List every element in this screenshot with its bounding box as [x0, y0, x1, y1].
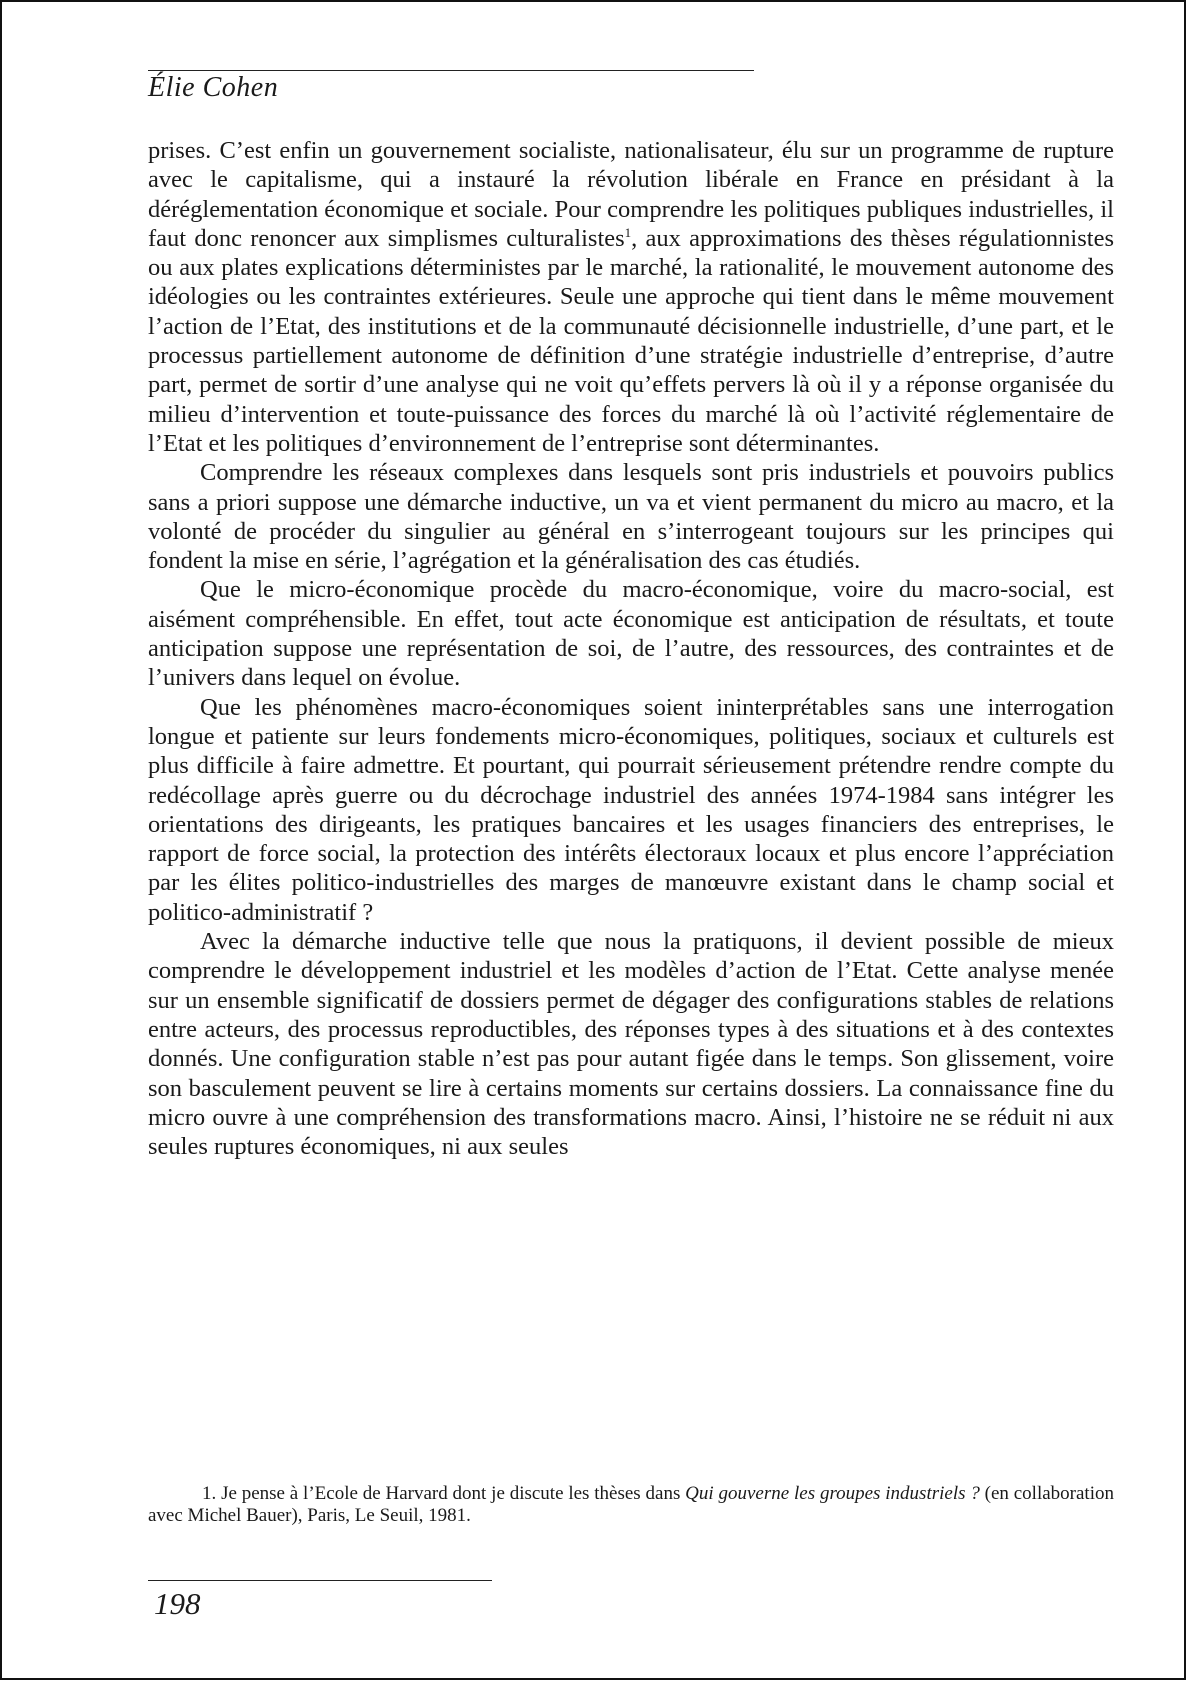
body-text: [148, 136, 1114, 1161]
footnote-book-title: Qui gouverne les groupes industriels ?: [685, 1483, 980, 1504]
paragraph-5: Avec la démarche inductive telle que nous la pratiquons, il devient possible de mieux comprendre le développement industriel et les modèles d’action de l’Etat. Cette analyse menée sur un ensemble significatif de dossiers permet de dégager des configurations stables de relations entre acteurs, des processus reproductibles, des réponses types à des situations et à des contextes donnés. Une configuration stable n’est pas pour autant figée dans le temps. Son glissement, voire son basculement peuvent se lire à certains moments sur certains dossiers. La connaissance fine du micro ouvre à une compréhension des transformations macro. Ainsi, l’histoire ne se réduit ni aux seules ruptures économiques, ni aux seules: [148, 928, 1114, 1161]
footnote-text-a: 1. Je pense à l’Ecole de Harvard dont je discute les thèses dans: [202, 1483, 686, 1504]
header-rule: [148, 70, 754, 71]
paragraph-4: Que les phénomènes macro-économiques soient ininterprétables sans une interrogation longue et patiente sur leurs fondements micro-économiques, politiques, sociaux et culturels est plus difficile à faire admettre. Et pourtant, qui pourrait sérieusement prétendre rendre compte du redécollage après guerre ou du décrochage industriel des années 1974-1984 sans intégrer les orientations des dirigeants, les pratiques bancaires et les usages financiers des entreprises, le rapport de force social, la protection des intérêts électoraux locaux et plus encore l’appréciation par les élites politico-industrielles des marges de manœuvre existant dans le champ social et politico-administratif ?: [148, 693, 1114, 926]
paragraph-3: Que le micro-économique procède du macro-économique, voire du macro-social, est aisément compréhensible. En effet, tout acte économique est anticipation de résultats, et toute anticipation suppose une représentation de soi, de l’autre, des ressources, des contraintes et de l’univers dans lequel on évolue.: [148, 576, 1114, 692]
footnote-text-b: (en collaboration avec Michel Bauer), Paris, Le Seuil, 1981.: [148, 1483, 1114, 1526]
footnote-reference: 1: [624, 224, 632, 240]
paragraph-2: Comprendre les réseaux complexes dans lesquels sont pris industriels et pouvoirs publics sans a priori suppose une démarche inductive, un va et vient permanent du micro au macro, et la volonté de procéder du singulier au général en s’interrogeant toujours sur les principes qui fondent la mise en série, l’agrégation et la généralisation des cas étudiés.: [148, 459, 1114, 575]
footer-rule: [148, 1580, 492, 1581]
footnote: [148, 1483, 1114, 1527]
footnote-1: [148, 1483, 1114, 1527]
paragraph-1-part-a: prises. C’est enfin un gouvernement socialiste, nationalisateur, élu sur un programme de rupture avec le capitalisme, qui a instauré la révolution libérale en France en présidant à la déréglementation économique et sociale. Pour comprendre les politiques publiques industrielles, il faut donc renoncer aux simplismes culturalistes: [148, 137, 1114, 252]
paragraph-1: [148, 136, 1114, 458]
page-number: 198: [154, 1586, 201, 1621]
running-head: Élie Cohen: [148, 72, 279, 103]
paragraph-1-part-b: , aux approximations des thèses régulationnistes ou aux plates explications déterministes par le marché, la rationalité, le mouvement autonome des idéologies ou les contraintes extérieures. Seule une approche qui tient dans le même mouvement l’action de l’Etat, des institutions et de la communauté décisionnelle industrielle, d’une part, et le processus partiellement autonome de définition d’une stratégie industrielle d’entreprise, d’autre part, permet de sortir d’une analyse qui ne voit qu’effets pervers là où il y a réponse organisée du milieu d’intervention et toute-puissance des forces du marché là où l’activité réglementaire de l’Etat et les politiques d’environnement de l’entreprise sont déterminantes.: [148, 224, 1114, 457]
